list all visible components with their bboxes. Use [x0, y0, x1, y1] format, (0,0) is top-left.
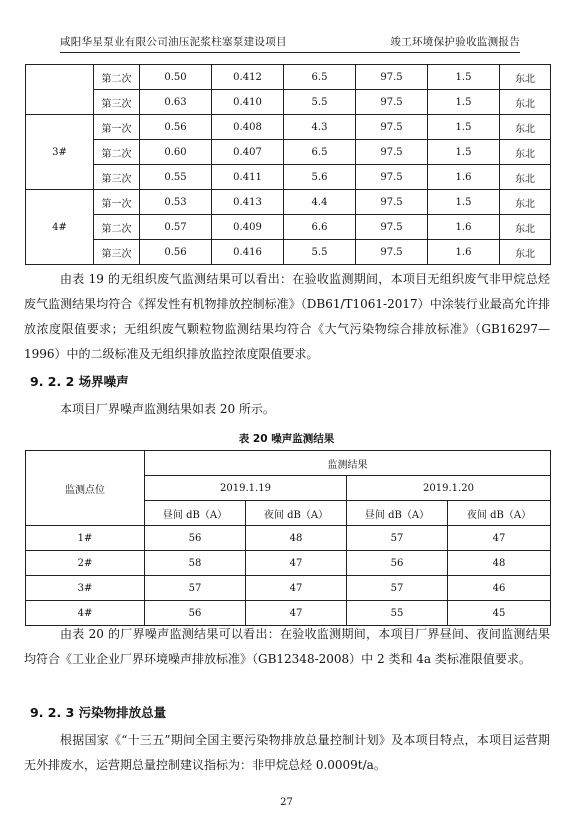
table-cell: 东北 [500, 190, 551, 215]
table-cell: 东北 [500, 115, 551, 140]
monitoring-point-cell: 1# [26, 526, 145, 551]
table-cell: 第三次 [94, 240, 140, 265]
table-cell: 56 [347, 551, 448, 576]
page-header [60, 34, 520, 49]
table-cell: 第三次 [94, 165, 140, 190]
paragraph-noise-conclusion: 由表 20 的厂界噪声监测结果可以看出：在验收监测期间，本项目厂界昼间、夜间监测结果均符合《工业企业厂界环境噪声排放标准》（GB12348-2008）中 2 类和 4a 类标准限值要求。 [24, 627, 550, 666]
table-cell: 48 [246, 526, 347, 551]
section-heading-9-2-2: 9. 2. 2 场界噪声 [30, 374, 129, 389]
table-20-noise-results [25, 450, 551, 626]
header-day-2: 昼间 dB（A） [347, 501, 448, 526]
table-cell: 0.56 [140, 115, 212, 140]
table-cell: 4.3 [284, 115, 356, 140]
table-19-continued [25, 64, 551, 265]
table-cell: 57 [347, 576, 448, 601]
table-cell: 1.6 [428, 165, 500, 190]
table-cell: 0.413 [212, 190, 284, 215]
monitoring-point-cell: 2# [26, 551, 145, 576]
header-day-1: 昼间 dB（A） [145, 501, 246, 526]
table-row [26, 65, 551, 90]
table-row [26, 140, 551, 165]
table-cell: 97.5 [356, 190, 428, 215]
table-cell: 第二次 [94, 215, 140, 240]
table-cell: 6.5 [284, 65, 356, 90]
table-cell: 0.408 [212, 115, 284, 140]
table-cell: 1.5 [428, 190, 500, 215]
table-cell: 0.55 [140, 165, 212, 190]
header-monitoring-point: 监测点位 [26, 451, 145, 526]
table-cell: 1.5 [428, 90, 500, 115]
table-cell: 5.5 [284, 240, 356, 265]
section-heading-9-2-3: 9. 2. 3 污染物排放总量 [30, 705, 167, 720]
table-cell: 47 [246, 551, 347, 576]
table-cell: 4.4 [284, 190, 356, 215]
table-cell: 0.50 [140, 65, 212, 90]
table-cell: 第一次 [94, 190, 140, 215]
table-cell: 0.57 [140, 215, 212, 240]
header-monitoring-result: 监测结果 [145, 451, 551, 476]
table-row [26, 165, 551, 190]
header-date-2: 2019.1.20 [347, 476, 551, 501]
table-cell: 东北 [500, 140, 551, 165]
table-cell: 5.6 [284, 165, 356, 190]
paragraph-voc-conclusion: 由表 19 的无组织废气监测结果可以看出：在验收监测期间，本项目无组织废气非甲烷总烃废气监测结果均符合《挥发性有机物排放控制标准》（DB61/T1061-2017）中涂装行业最高允许排放浓度限值要求；无组织废气颗粒物监测结果均符合《大气污染物综合排放标准》（GB16297—1996）中的二级标准及无组织排放监控浓度限值要求。 [24, 272, 550, 361]
table-row [26, 90, 551, 115]
table-cell: 58 [145, 551, 246, 576]
table-row [26, 215, 551, 240]
header-night-1: 夜间 dB（A） [246, 501, 347, 526]
table-cell: 97.5 [356, 90, 428, 115]
table-cell: 0.53 [140, 190, 212, 215]
monitoring-point-cell [26, 65, 94, 115]
table-cell: 6.6 [284, 215, 356, 240]
table-cell: 1.5 [428, 140, 500, 165]
table-cell: 47 [246, 601, 347, 626]
header-report-title: 竣工环境保护验收监测报告 [390, 36, 520, 48]
table-row [26, 526, 551, 551]
monitoring-point-cell: 3# [26, 576, 145, 601]
table-row [26, 240, 551, 265]
table-cell: 97.5 [356, 215, 428, 240]
table-cell: 47 [448, 526, 551, 551]
header-night-2: 夜间 dB（A） [448, 501, 551, 526]
monitoring-point-cell: 4# [26, 601, 145, 626]
table-row [26, 190, 551, 215]
table-cell: 56 [145, 526, 246, 551]
page-number: 27 [280, 797, 293, 808]
table-cell: 5.5 [284, 90, 356, 115]
table-cell: 东北 [500, 65, 551, 90]
table-cell: 0.63 [140, 90, 212, 115]
table-cell: 97.5 [356, 240, 428, 265]
table-cell: 0.416 [212, 240, 284, 265]
table-cell: 46 [448, 576, 551, 601]
table-cell: 0.56 [140, 240, 212, 265]
table-cell: 0.60 [140, 140, 212, 165]
table-cell: 0.407 [212, 140, 284, 165]
table-cell: 0.411 [212, 165, 284, 190]
table-cell: 第三次 [94, 90, 140, 115]
table-cell: 47 [246, 576, 347, 601]
table-cell: 48 [448, 551, 551, 576]
table-cell: 1.6 [428, 215, 500, 240]
table-cell: 东北 [500, 215, 551, 240]
table-cell: 1.6 [428, 240, 500, 265]
table-cell: 东北 [500, 240, 551, 265]
table-cell: 57 [145, 576, 246, 601]
table-row [26, 576, 551, 601]
header-date-1: 2019.1.19 [145, 476, 347, 501]
table-cell: 第一次 [94, 115, 140, 140]
table-cell: 第二次 [94, 65, 140, 90]
table-20-caption: 表 20 噪声监测结果 [238, 433, 335, 445]
table-cell: 55 [347, 601, 448, 626]
header-project-name: 咸阳华星泵业有限公司油压泥浆柱塞泵建设项目 [60, 36, 287, 48]
table-cell: 45 [448, 601, 551, 626]
table-cell: 6.5 [284, 140, 356, 165]
table-row [26, 551, 551, 576]
table-cell: 57 [347, 526, 448, 551]
table-cell: 东北 [500, 90, 551, 115]
paragraph-noise-intro: 本项目厂界噪声监测结果如表 20 所示。 [60, 402, 275, 416]
table-cell: 97.5 [356, 140, 428, 165]
table-row [26, 115, 551, 140]
table-cell: 56 [145, 601, 246, 626]
table-cell: 0.409 [212, 215, 284, 240]
table-cell: 0.412 [212, 65, 284, 90]
table-cell: 1.5 [428, 115, 500, 140]
table-cell: 1.5 [428, 65, 500, 90]
table-cell: 97.5 [356, 165, 428, 190]
monitoring-point-cell: 4# [26, 190, 94, 265]
header-divider [60, 52, 520, 53]
table-cell: 97.5 [356, 115, 428, 140]
paragraph-total-emission: 根据国家《“十三五”期间全国主要污染物排放总量控制计划》及本项目特点，本项目运营期无外排废水，运营期总量控制建议指标为：非甲烷总烃 0.0009t/a。 [24, 733, 550, 772]
table-cell: 97.5 [356, 65, 428, 90]
table-cell: 第二次 [94, 140, 140, 165]
monitoring-point-cell: 3# [26, 115, 94, 190]
table-cell: 东北 [500, 165, 551, 190]
table-cell: 0.410 [212, 90, 284, 115]
